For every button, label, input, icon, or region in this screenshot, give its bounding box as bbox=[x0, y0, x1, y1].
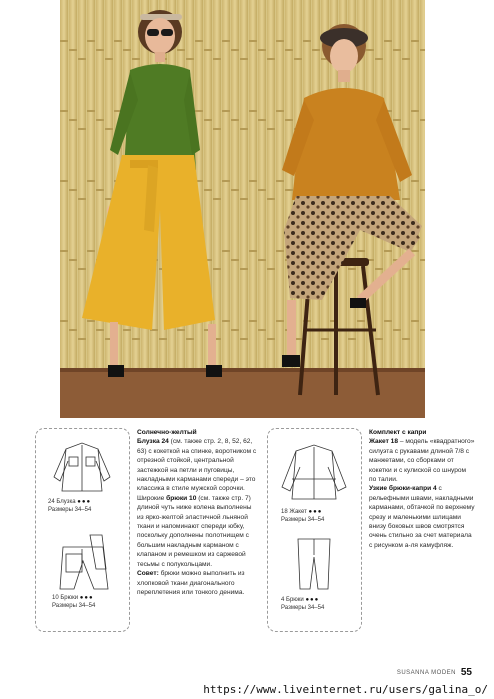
tip-label: Совет: bbox=[137, 570, 159, 578]
capri-caption bbox=[281, 596, 324, 612]
right-text-column bbox=[369, 428, 475, 550]
item-name: 18 Жакет bbox=[281, 509, 307, 515]
item-description: (см. также стр. 7) длиной чуть ниже колена выполнены из ярко-желтой эластичной льняной ткани и напоминают спереди юбку, поскольку дополнены полотнищем с большим накладным карманом с клапаном и ремешком из саржевой тесьмы с полукольцами. bbox=[137, 494, 252, 568]
section-heading: Комплект с капри bbox=[369, 429, 427, 436]
item-name: 4 Брюки bbox=[281, 597, 304, 603]
sketch-box-right bbox=[267, 428, 362, 632]
magazine-brand: SUSANNA MODEN bbox=[396, 670, 456, 676]
tip-paragraph bbox=[137, 569, 257, 597]
pants-caption bbox=[52, 594, 95, 610]
tip-description: брюки можно выполнить из хлопковой ткани диагонального переплетения или тонкого денима. bbox=[137, 570, 245, 596]
item-sizes: Размеры 34–54 bbox=[281, 605, 325, 611]
difficulty-dots: ●●● bbox=[308, 509, 323, 515]
blouse-paragraph bbox=[137, 437, 257, 493]
watermark-url[interactable]: https://www.liveinternet.ru/users/galina_o/ bbox=[203, 683, 488, 696]
page-number: 55 bbox=[460, 667, 472, 678]
item-prefix: Широкие bbox=[137, 494, 167, 502]
pants-paragraph bbox=[137, 494, 257, 569]
item-sizes: Размеры 34–54 bbox=[48, 507, 92, 513]
item-name: 24 Блузка bbox=[48, 499, 76, 505]
blouse-caption bbox=[48, 498, 91, 514]
item-description: (см. также стр. 2, 8, 52, 62, 63) с кокеткой на спинке, воротником с отрезной стойкой, центральной застежкой на петли и пуговицы, накладными карманами спереди – это классика в стиле мужской сорочки. bbox=[137, 438, 257, 493]
item-sizes: Размеры 34–54 bbox=[281, 517, 325, 523]
left-text-column bbox=[137, 428, 257, 597]
item-label: Жакет 18 bbox=[369, 438, 398, 446]
difficulty-dots: ●●● bbox=[79, 595, 94, 601]
item-label: Узкие брюки-капри 4 bbox=[369, 485, 437, 493]
item-label: Блузка 24 bbox=[137, 438, 169, 446]
difficulty-dots: ●●● bbox=[77, 499, 92, 505]
section-heading: Солнечно-желтый bbox=[137, 429, 197, 436]
fashion-photo bbox=[60, 0, 425, 418]
jacket-paragraph bbox=[369, 437, 475, 484]
item-description: с рельефными швами, накладными карманами, обтачкой по верхнему срезу и маленькими шлицами внизу боковых швов смотрятся очень стильно за счет материала с рисунком а-ля камуфляж. bbox=[369, 485, 475, 549]
jacket-caption bbox=[281, 508, 324, 524]
difficulty-dots: ●●● bbox=[305, 597, 320, 603]
item-sizes: Размеры 34–54 bbox=[52, 603, 96, 609]
sketch-box-left bbox=[35, 428, 130, 632]
item-name: 10 Брюки bbox=[52, 595, 79, 601]
item-label: брюки 10 bbox=[166, 494, 197, 502]
fashion-photo-illustration bbox=[60, 0, 425, 418]
item-description: – модель «квадратного» силуэта с рукавами длиной 7/8 с манжетами, со сборками от кокетки и с кулиской со шнуром по талии. bbox=[369, 438, 475, 484]
capri-paragraph bbox=[369, 484, 475, 550]
